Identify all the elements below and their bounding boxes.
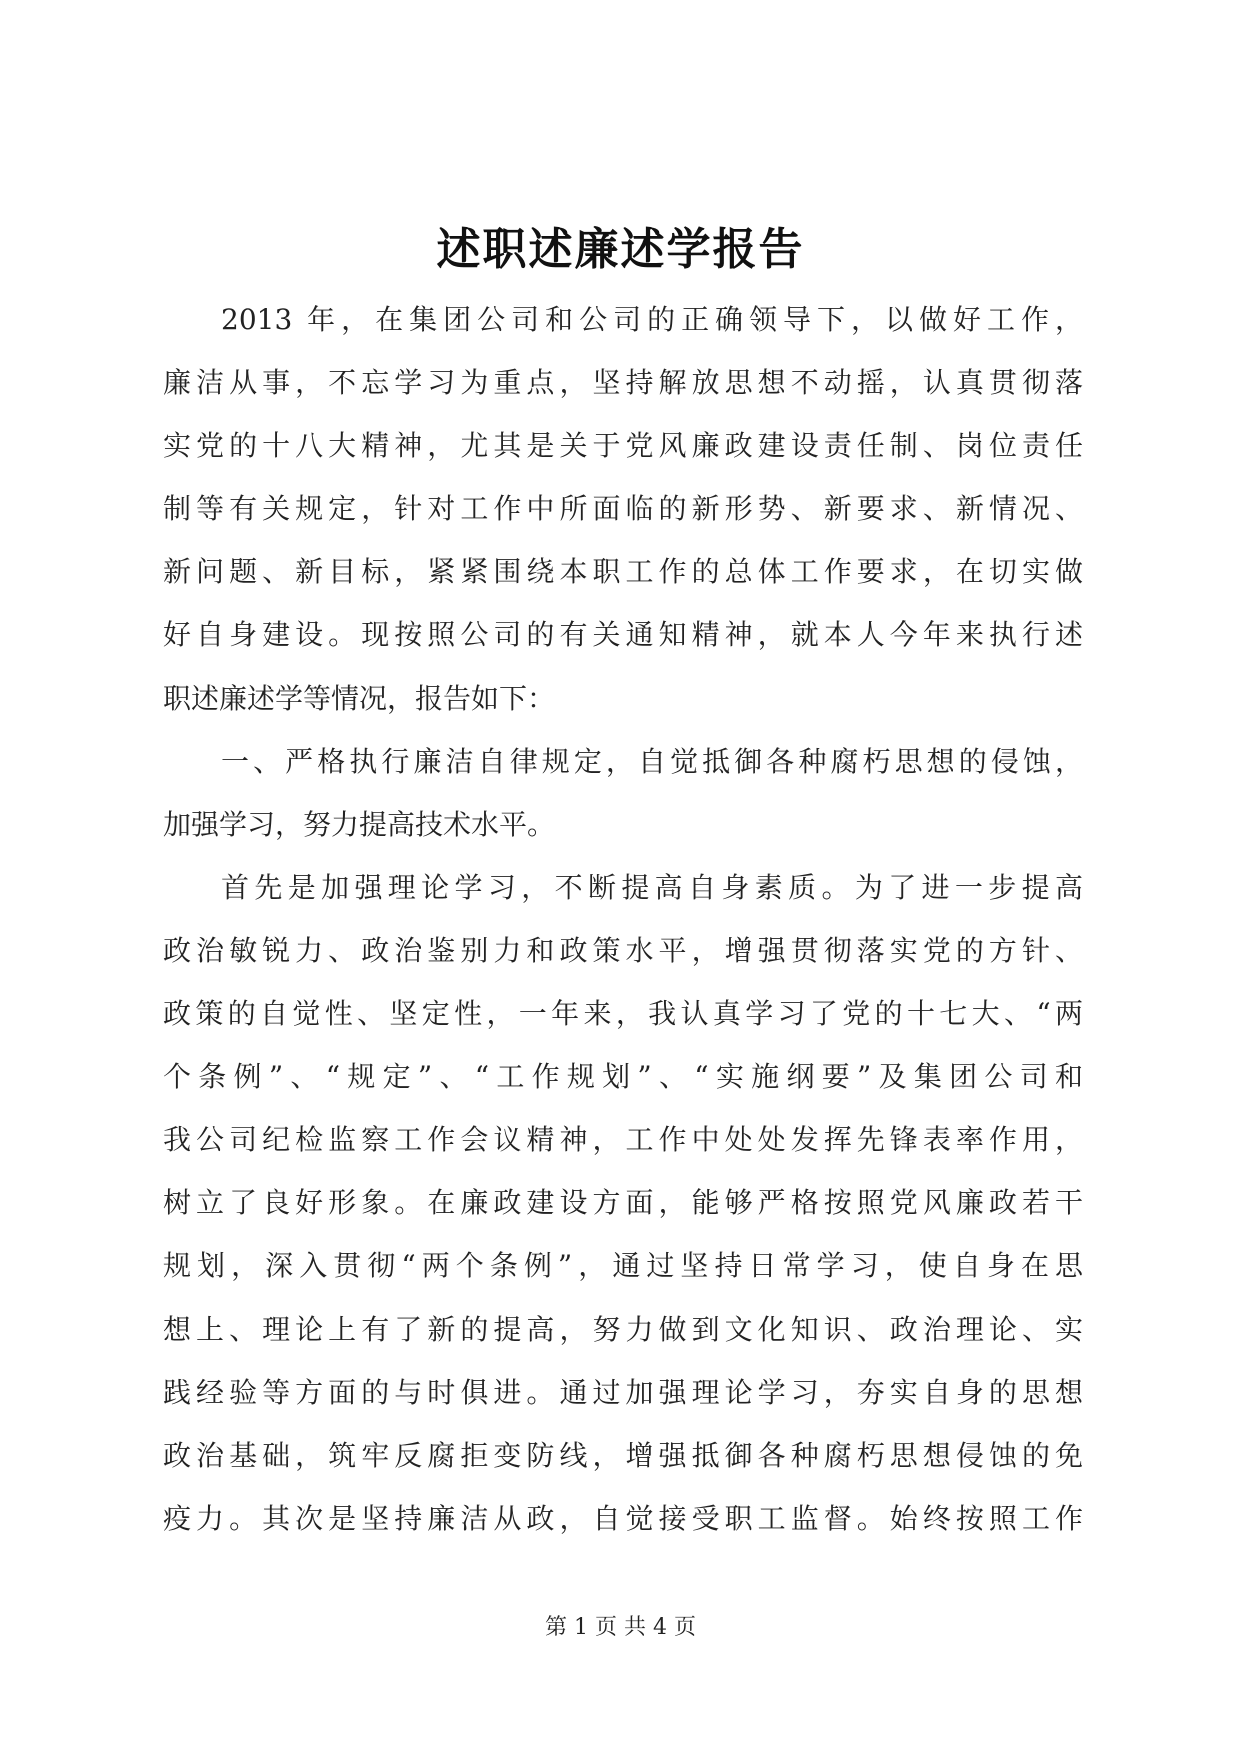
text-line: 职述廉述学等情况，报告如下： <box>163 681 556 715</box>
text-line: 想上、理论上有了新的提高，努力做到文化知识、政治理论、实 <box>163 1312 1083 1346</box>
text-line: 我公司纪检监察工作会议精神，工作中处处发挥先锋表率作用， <box>163 1123 1083 1157</box>
text-line: 疫力。其次是坚持廉洁从政，自觉接受职工监督。始终按照工作 <box>163 1501 1083 1535</box>
text-line: 制等有关规定，针对工作中所面临的新形势、新要求、新情况、 <box>163 492 1083 526</box>
page-footer: 第 1 页 共 4 页 <box>545 1615 696 1640</box>
text-line: 个条例”、“规定”、“工作规划”、“实施纲要”及集团公司和 <box>163 1060 1083 1094</box>
text-line: 加强学习，努力提高技术水平。 <box>163 807 556 841</box>
text-line: 廉洁从事，不忘学习为重点，坚持解放思想不动摇，认真贯彻落 <box>163 366 1083 400</box>
text-line: 践经验等方面的与时俱进。通过加强理论学习，夯实自身的思想 <box>163 1375 1083 1409</box>
document-title: 述职述廉述学报告 <box>436 224 805 275</box>
text-line: 实党的十八大精神，尤其是关于党风廉政建设责任制、岗位责任 <box>163 429 1083 463</box>
text-line: 树立了良好形象。在廉政建设方面，能够严格按照党风廉政若干 <box>163 1186 1083 1220</box>
text-line: 政治敏锐力、政治鉴别力和政策水平，增强贯彻落实党的方针、 <box>163 933 1083 967</box>
text-line: 政策的自觉性、坚定性，一年来，我认真学习了党的十七大、“两 <box>163 997 1083 1031</box>
text-line: 好自身建设。现按照公司的有关通知精神，就本人今年来执行述 <box>163 618 1083 652</box>
text-line: 一、严格执行廉洁自律规定，自觉抵御各种腐朽思想的侵蚀， <box>221 744 1083 778</box>
text-line: 首先是加强理论学习，不断提高自身素质。为了进一步提高 <box>221 870 1083 904</box>
text-line: 新问题、新目标，紧紧围绕本职工作的总体工作要求，在切实做 <box>163 555 1083 589</box>
text-line: 规划，深入贯彻“两个条例”，通过坚持日常学习，使自身在思 <box>163 1249 1083 1283</box>
text-line: 政治基础，筑牢反腐拒变防线，增强抵御各种腐朽思想侵蚀的免 <box>163 1438 1083 1472</box>
document-body <box>163 288 1083 1550</box>
text-line: 2013 年，在集团公司和公司的正确领导下，以做好工作， <box>221 303 1083 336</box>
